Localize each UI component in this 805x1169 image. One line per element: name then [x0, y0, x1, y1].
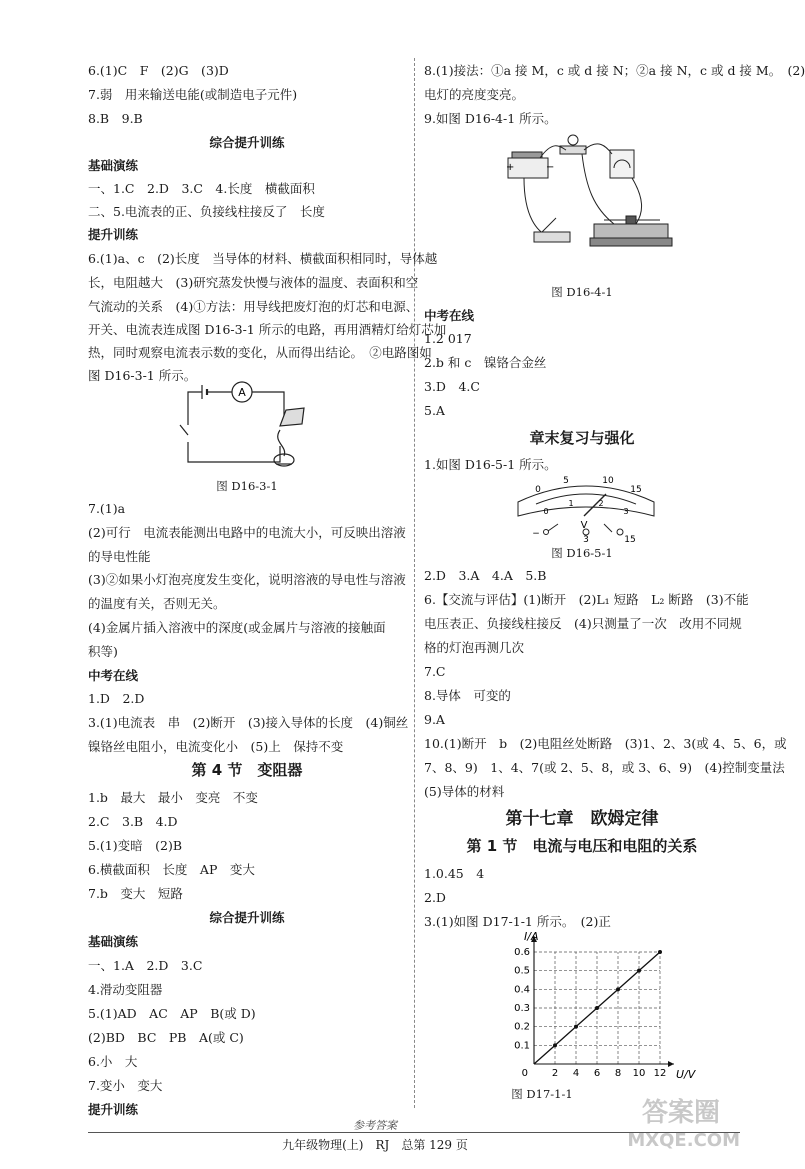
figure-caption: 图 D16-5-1	[551, 546, 613, 560]
x-tick-label: 6	[593, 1068, 601, 1079]
origin-label: 0	[521, 1068, 528, 1079]
figure-caption: 图 D17-1-1	[511, 1087, 573, 1101]
answer-line: 8.B 9.B	[88, 111, 143, 126]
answer-line: 2.D 3.A 4.A 5.B	[424, 568, 547, 583]
meter-bottom-tick: 1	[568, 499, 574, 508]
subsection-heading: 提升训练	[88, 1102, 139, 1117]
answer-line: (2)可行 电流表能测出电路中的电流大小，可反映出溶液	[88, 525, 406, 540]
data-point	[658, 950, 662, 954]
answer-line: 二、5.电流表的正、负接线柱接反了 长度	[88, 204, 325, 219]
answer-line: 热，同时观察电流表示数的变化，从而得出结论。 ②电路图如	[88, 345, 432, 360]
answer-line: 一、1.A 2.D 3.C	[88, 958, 203, 973]
watermark-url: MXQE.COM	[627, 1130, 740, 1151]
answer-line: 8.(1)接法：①a 接 M，c 或 d 接 N；②a 接 N，c 或 d 接 M。 (2)	[424, 63, 805, 78]
chapter-title: 第十七章 欧姆定律	[505, 809, 659, 829]
meter-minus-terminal: −	[532, 529, 540, 539]
y-axis-label: I/A	[524, 930, 539, 943]
meter-terminal-label: 3	[583, 535, 589, 545]
answer-line: 7、8、9) 1、4、7(或 2、5、8，或 3、6、9) (4)控制变量法	[424, 760, 785, 775]
answer-line: 积等)	[88, 644, 118, 659]
answer-line: 电灯的亮度变亮。	[424, 87, 525, 102]
y-tick-label: 0.4	[514, 984, 530, 996]
answer-line: 6.【交流与评估】(1)断开 (2)L₁ 短路 L₂ 断路 (3)不能	[424, 592, 749, 607]
answer-line: 图 D16-3-1 所示。	[88, 368, 197, 383]
subsection-heading: 中考在线	[88, 668, 139, 683]
answer-line: 3.D 4.C	[424, 379, 480, 394]
answer-line: (4)金属片插入溶液中的深度(或金属片与溶液的接触面	[88, 620, 386, 635]
apparatus-diagram-d16-4-1	[494, 128, 684, 268]
section-title: 第 1 节 电流与电压和电阻的关系	[466, 837, 698, 855]
y-tick-label: 0.6	[514, 947, 530, 958]
data-point	[616, 987, 620, 991]
answer-line: (2)BD BC PB A(或 C)	[88, 1030, 244, 1045]
data-point	[574, 1025, 578, 1029]
subsection-heading: 基础演练	[88, 934, 139, 949]
subsection-heading: 基础演练	[88, 158, 139, 173]
meter-top-tick: 5	[563, 476, 569, 486]
answer-line: 3.(1)电流表 串 (2)断开 (3)接入导体的长度 (4)铜丝	[88, 715, 409, 730]
answer-line: 9.A	[424, 712, 445, 727]
circuit-diagram-d16-3-1	[176, 380, 326, 475]
answer-line: 电压表正、负接线柱接反 (4)只测量了一次 改用不同规	[424, 616, 742, 631]
answer-line: 一、1.C 2.D 3.C 4.长度 横截面积	[88, 181, 315, 196]
watermark-logo: 答案圈	[641, 1098, 720, 1128]
answer-line: 5.(1)AD AC AP B(或 D)	[88, 1006, 256, 1021]
answer-line: 镍铬丝电阻小，电流变化小 (5)上 保持不变	[88, 739, 344, 754]
ammeter-label: A	[238, 386, 246, 399]
data-point	[595, 1006, 599, 1010]
answer-line: 5.(1)变暗 (2)B	[88, 838, 183, 853]
x-axis-arrow	[668, 1061, 674, 1067]
iu-line-chart	[500, 930, 696, 1084]
battery-minus-label: −	[546, 162, 555, 173]
answer-line: 开关、电流表连成图 D16-3-1 所示的电路，再用酒精灯给灯芯加	[88, 322, 447, 337]
answer-line: 1.2 017	[424, 331, 472, 346]
answer-line: (5)导体的材料	[424, 784, 505, 799]
meter-terminal-label: 15	[624, 535, 636, 545]
answer-line: 7.变小 变大	[88, 1078, 163, 1093]
answer-line: (3)②如果小灯泡亮度发生变化，说明溶液的导电性与溶液	[88, 572, 406, 587]
answer-line: 7.弱 用来输送电能(或制造电子元件)	[88, 87, 298, 102]
x-tick-label: 8	[614, 1068, 622, 1079]
answer-line: 8.导体 可变的	[424, 688, 511, 703]
column-divider	[414, 58, 415, 1108]
answer-line: 7.b 变大 短路	[88, 886, 183, 901]
answer-line: 4.滑动变阻器	[88, 982, 163, 997]
answer-line: 7.(1)a	[88, 501, 126, 516]
x-tick-label: 2	[551, 1068, 559, 1079]
answer-line: 6.小 大	[88, 1054, 138, 1069]
answer-line: 1.b 最大 最小 变亮 不变	[88, 790, 258, 805]
answer-line: 的温度有关，否则无关。	[88, 596, 226, 611]
battery-plus-label: +	[506, 162, 515, 173]
answer-line: 6.(1)a、c (2)长度 当导体的材料、横截面积相同时，导体越	[88, 251, 438, 266]
answer-line: 9.如图 D16-4-1 所示。	[424, 111, 557, 126]
answer-line: 1.0.45 4	[424, 866, 485, 881]
meter-top-tick: 10	[602, 476, 614, 486]
answer-line: 3.(1)如图 D17-1-1 所示。 (2)正	[424, 914, 611, 929]
section-heading: 综合提升训练	[209, 135, 285, 150]
answer-line: 2.C 3.B 4.D	[88, 814, 178, 829]
section-title: 章末复习与强化	[529, 429, 635, 447]
x-tick-label: 12	[653, 1068, 667, 1079]
voltmeter-diagram-d16-5-1	[516, 476, 656, 545]
x-tick-label: 4	[572, 1068, 580, 1079]
section-heading: 综合提升训练	[209, 910, 285, 925]
meter-bottom-tick: 2	[598, 499, 604, 508]
figure-caption: 图 D16-3-1	[216, 479, 278, 493]
footer-title: 参考答案	[353, 1119, 397, 1132]
answer-line: 长，电阻越大 (3)研究蒸发快慢与液体的温度、表面积和空	[88, 275, 419, 290]
answer-line: 7.C	[424, 664, 446, 679]
answer-line: 1.如图 D16-5-1 所示。	[424, 457, 557, 472]
meter-bottom-tick: 0	[543, 507, 549, 516]
x-axis-label: U/V	[676, 1068, 696, 1081]
data-point	[637, 969, 641, 973]
answer-line: 的导电性能	[88, 549, 151, 564]
meter-unit-label: V	[580, 520, 588, 531]
subsection-heading: 中考在线	[424, 308, 475, 323]
answer-line: 格的灯泡再测几次	[424, 640, 525, 655]
footer-page-info: 九年级物理(上) RJ 总第 129 页	[282, 1138, 468, 1152]
answer-line: 5.A	[424, 403, 445, 418]
y-tick-label: 0.5	[514, 965, 530, 977]
answer-line: 2.b 和 c 镍铬合金丝	[424, 355, 547, 370]
y-tick-label: 0.3	[514, 1003, 530, 1014]
meter-top-tick: 0	[535, 485, 541, 495]
data-point	[553, 1043, 557, 1047]
y-tick-label: 0.1	[514, 1040, 530, 1052]
answer-line: 6.(1)C F (2)G (3)D	[88, 63, 229, 78]
subsection-heading: 提升训练	[88, 227, 139, 242]
meter-top-tick: 15	[630, 485, 642, 495]
answer-line: 2.D	[424, 890, 446, 905]
answer-line: 气流动的关系 (4)①方法：用导线把废灯泡的灯芯和电源、	[88, 299, 419, 314]
figure-caption: 图 D16-4-1	[551, 285, 613, 299]
answer-line: 1.D 2.D	[88, 691, 145, 706]
y-tick-label: 0.2	[514, 1021, 530, 1033]
answer-line: 6.横截面积 长度 AP 变大	[88, 862, 255, 877]
section-title: 第 4 节 变阻器	[191, 761, 303, 779]
meter-bottom-tick: 3	[623, 507, 629, 516]
answer-line: 10.(1)断开 b (2)电阻丝处断路 (3)1、2、3(或 4、5、6，或	[424, 736, 787, 751]
x-tick-label: 10	[632, 1068, 646, 1079]
